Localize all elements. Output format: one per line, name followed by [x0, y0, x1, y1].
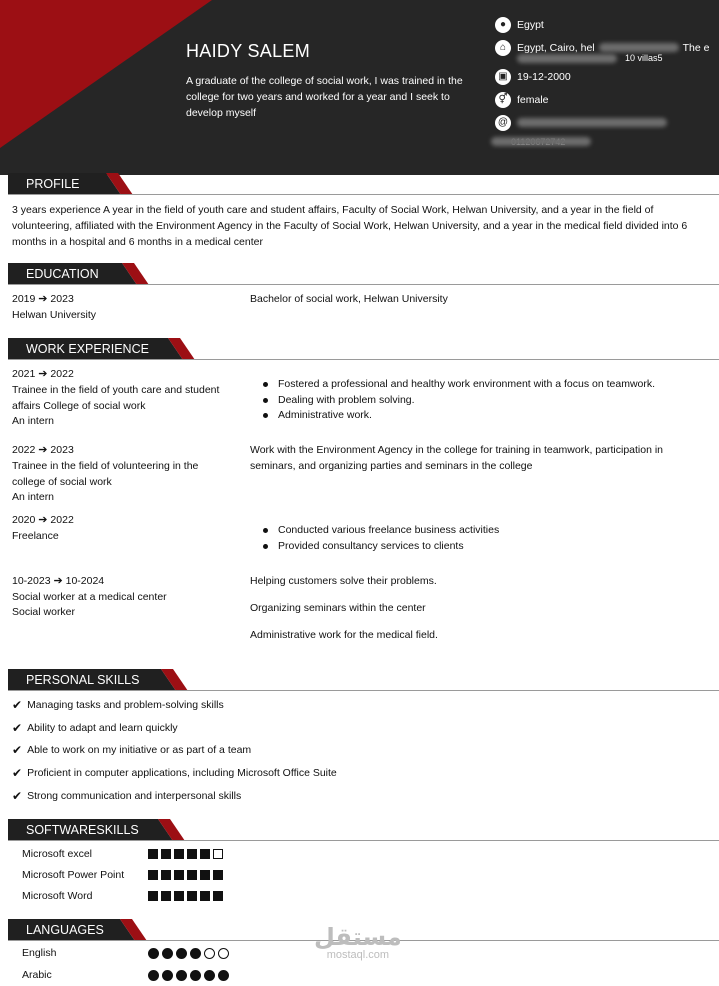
contact-gender: ⚥ female — [495, 89, 715, 110]
rating-square — [174, 891, 184, 901]
list-item: Fostered a professional and healthy work environment with a focus on teamwork. — [250, 377, 655, 393]
rating-square — [200, 849, 210, 859]
work-line: Organizing seminars within the center — [250, 602, 426, 614]
list-item: Dealing with problem solving. — [250, 393, 655, 409]
section-title: EDUCATION — [8, 263, 114, 285]
education-dates: 2019 ➔ 2023 — [12, 293, 74, 305]
section-header-work — [8, 338, 719, 360]
work-role: Trainee in the field of volunteering in the college of social work — [12, 460, 199, 488]
rating-square — [200, 891, 210, 901]
work-line: Administrative work for the medical field. — [250, 629, 438, 641]
language-name: English — [22, 947, 57, 959]
education-degree: Bachelor of social work, Helwan University — [250, 293, 448, 305]
work-role: Freelance — [12, 530, 59, 542]
work-line: Helping customers solve their problems. — [250, 575, 437, 587]
software-skill-name: Microsoft excel — [22, 848, 93, 860]
redacted-text — [599, 43, 679, 52]
rating-dot — [218, 948, 229, 959]
rating-square — [148, 849, 158, 859]
software-skill-name: Microsoft Power Point — [22, 869, 125, 881]
rating-dot — [176, 970, 187, 981]
section-header-education — [8, 263, 719, 285]
section-header-profile — [8, 173, 719, 195]
language-rating — [148, 967, 229, 983]
personal-skill-item: ✔ Proficient in computer applications, including Microsoft Office Suite — [12, 766, 337, 780]
checkmark-icon: ✔ — [12, 789, 23, 803]
section-header-personal-skills — [8, 669, 719, 691]
work-type: An intern — [12, 491, 55, 503]
rating-square — [161, 849, 171, 859]
section-accent — [98, 173, 138, 195]
rating-dot — [148, 948, 159, 959]
work-type: Social worker — [12, 606, 76, 618]
software-skill-rating — [148, 846, 223, 862]
contact-country: ● Egypt — [495, 14, 715, 35]
language-name: Arabic — [22, 969, 52, 981]
rating-dot — [162, 970, 173, 981]
list-item: Administrative work. — [250, 408, 655, 424]
rating-square — [200, 870, 210, 880]
section-title: LANGUAGES — [8, 919, 112, 941]
rating-square — [161, 870, 171, 880]
section-title: WORK EXPERIENCE — [8, 338, 160, 360]
section-accent — [112, 919, 152, 941]
rating-square — [161, 891, 171, 901]
work-description: Work with the Environment Agency in the college for training in teamwork, participation in seminars, and organizing parties and seminars in the college — [250, 444, 664, 472]
work-role: Trainee in the field of youth care and student affairs College of social work — [12, 384, 220, 412]
list-item: Provided consultancy services to clients — [250, 539, 499, 555]
contact-email — [495, 112, 715, 133]
section-header-software-skills — [8, 819, 719, 841]
education-school: Helwan University — [12, 309, 97, 321]
arrow-right-icon: ➔ — [38, 514, 48, 526]
rating-square — [174, 849, 184, 859]
work-dates: 2021 ➔ 2022 — [12, 368, 74, 380]
location-pin-icon: ● — [495, 17, 511, 33]
rating-dot — [176, 948, 187, 959]
contact-address: ⌂ Egypt, Cairo, hel The e — [495, 37, 715, 58]
rating-square — [213, 870, 223, 880]
rating-dot — [190, 970, 201, 981]
personal-skill-item: ✔ Strong communication and interpersonal skills — [12, 789, 242, 803]
section-accent — [114, 263, 154, 285]
contact-birthdate: ▣ 19-12-2000 — [495, 66, 715, 87]
list-item: Conducted various freelance business activities — [250, 523, 499, 539]
rating-square — [213, 849, 223, 859]
checkmark-icon: ✔ — [12, 766, 23, 780]
header-banner — [0, 0, 719, 175]
rating-square — [213, 891, 223, 901]
software-skill-name: Microsoft Word — [22, 890, 93, 902]
candidate-name: HAIDY SALEM — [186, 41, 311, 61]
section-accent — [153, 669, 193, 691]
watermark-arabic: مستقل — [314, 923, 402, 951]
section-title: PERSONAL SKILLS — [8, 669, 153, 691]
redacted-text — [491, 137, 591, 146]
work-role: Social worker at a medical center — [12, 591, 167, 603]
checkmark-icon: ✔ — [12, 698, 23, 712]
software-skill-rating — [148, 888, 223, 904]
section-accent — [160, 338, 200, 360]
rating-square — [148, 870, 158, 880]
arrow-right-icon: ➔ — [38, 444, 48, 456]
rating-dot — [190, 948, 201, 959]
rating-dot — [148, 970, 159, 981]
work-dates: 2022 ➔ 2023 — [12, 444, 74, 456]
rating-square — [187, 891, 197, 901]
arrow-right-icon: ➔ — [38, 293, 48, 305]
personal-skill-item: ✔ Able to work on my initiative or as part of a team — [12, 743, 252, 757]
rating-dot — [162, 948, 173, 959]
watermark — [314, 925, 402, 961]
rating-dot — [218, 970, 229, 981]
section-title: SOFTWARESKILLS — [8, 819, 150, 841]
arrow-right-icon: ➔ — [53, 575, 63, 587]
email-icon: @ — [495, 115, 511, 131]
software-skill-rating — [148, 867, 223, 883]
personal-skill-item: ✔ Managing tasks and problem-solving skills — [12, 698, 224, 712]
cake-icon: ▣ — [495, 69, 511, 85]
redacted-text — [517, 118, 667, 127]
rating-square — [148, 891, 158, 901]
work-dates: 2020 ➔ 2022 — [12, 514, 74, 526]
checkmark-icon: ✔ — [12, 743, 23, 757]
rating-square — [187, 849, 197, 859]
work-type: An intern — [12, 415, 55, 427]
redacted-text — [517, 54, 617, 63]
rating-dot — [204, 970, 215, 981]
rating-dot — [204, 948, 215, 959]
contact-info — [495, 14, 715, 154]
work-bullets — [250, 377, 655, 424]
language-rating — [148, 945, 229, 961]
home-icon: ⌂ — [495, 40, 511, 56]
profile-text: 3 years experience A year in the field of youth care and student affairs, Faculty of Social Work, Helwan University, and a year in the field of volunteering, affiliated with the Environment Agency in the Faculty of Social Work, Helwan University, and a year in the medical field divided into 6 months in a hospital and 6 months in a medical center — [12, 204, 688, 248]
contact-phone — [495, 131, 715, 152]
section-accent — [150, 819, 190, 841]
contact-address-line2: 10 villas5 — [495, 52, 715, 64]
rating-square — [174, 870, 184, 880]
watermark-latin: mostaql.com — [326, 949, 390, 961]
checkmark-icon: ✔ — [12, 721, 23, 735]
arrow-right-icon: ➔ — [38, 368, 48, 380]
gender-icon: ⚥ — [495, 92, 511, 108]
header-summary: A graduate of the college of social work, I was trained in the college for two years and worked for a year and I seek to develop myself — [186, 75, 463, 119]
work-dates: 10-2023 ➔ 10-2024 — [12, 575, 105, 587]
personal-skill-item: ✔ Ability to adapt and learn quickly — [12, 721, 178, 735]
section-title: PROFILE — [8, 173, 98, 195]
work-bullets — [250, 523, 499, 554]
rating-square — [187, 870, 197, 880]
